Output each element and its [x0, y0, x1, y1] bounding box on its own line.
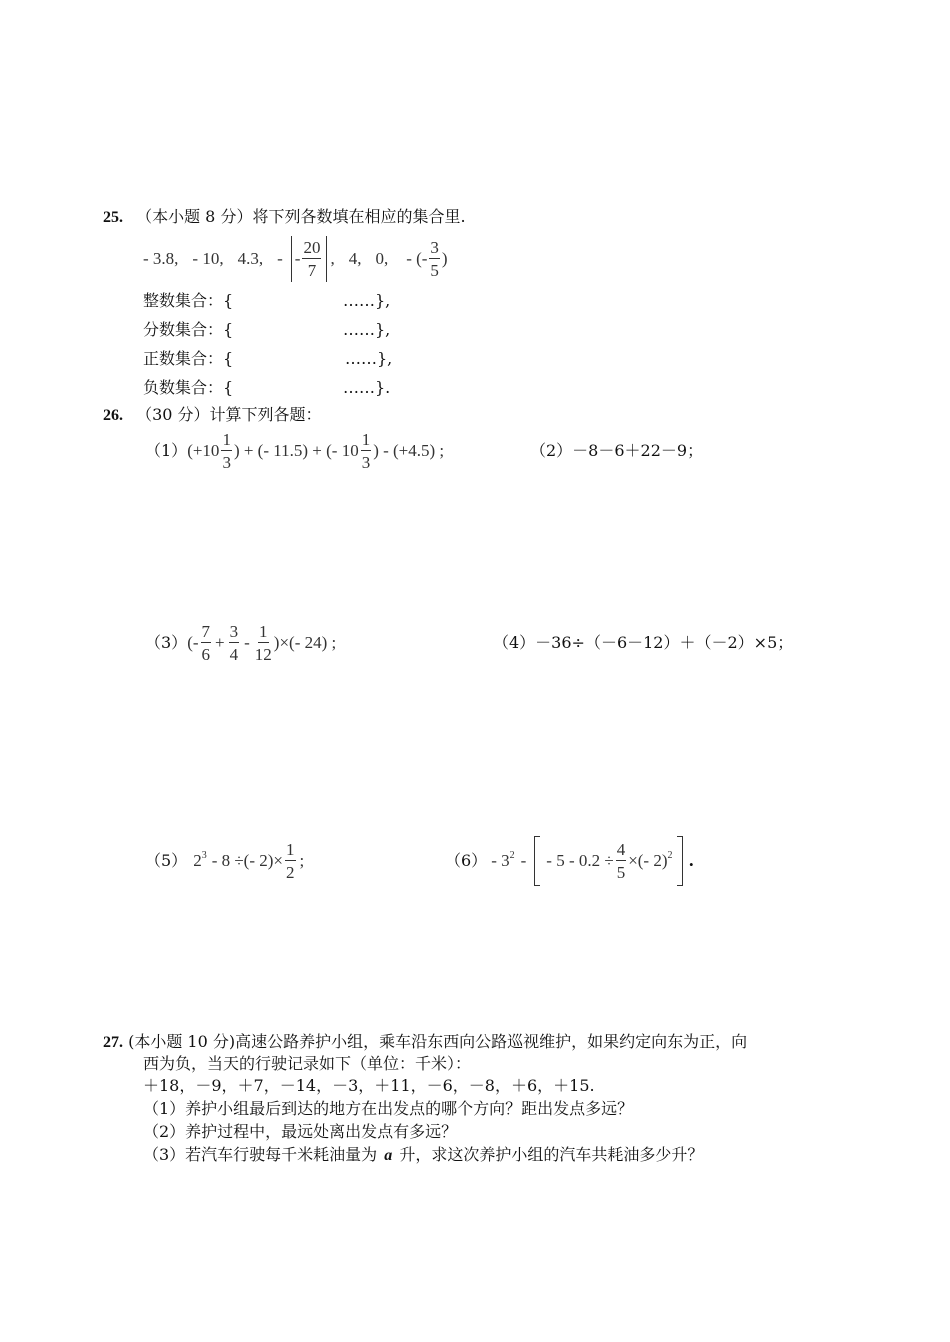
denominator: 3 [222, 453, 231, 472]
q27-sub-3-a: （3）若汽车行驶每千米耗油量为 [143, 1145, 378, 1164]
numerator: 7 [201, 622, 211, 641]
q25-item-d-suffix: , [330, 249, 335, 268]
q25-header [103, 206, 466, 229]
denominator: 2 [286, 863, 295, 882]
q25-d-denominator: 7 [307, 261, 317, 280]
q27-record: ＋18，－9，＋7，－14，－3，＋11，－6，－8，＋6，＋15. [143, 1076, 595, 1095]
q25-item-d-sign: - [294, 249, 301, 268]
p6-part-a: - 3 [491, 851, 510, 870]
p3-part-a: (- [187, 633, 199, 652]
p1-fraction-2 [361, 431, 372, 471]
p5-exponent: 3 [201, 849, 207, 861]
problem-label: （6） [445, 851, 488, 870]
set-negative [143, 377, 391, 399]
left-square-bracket [534, 836, 540, 886]
p3-op-1: + [215, 633, 225, 652]
q27-line-1: (本小题 10 分)高速公路养护小组，乘车沿东西向公路巡视维护，如果约定向东为正，向 [128, 1032, 748, 1051]
q25-item-c: 4.3, [237, 249, 264, 268]
set-end: ……}, [343, 320, 391, 339]
q25-item-g-prefix: - (- [406, 249, 428, 268]
q25-d-numerator: 20 [303, 238, 321, 257]
q26-problem-6 [445, 836, 694, 886]
set-integer [143, 290, 391, 312]
p6-part-b: - [520, 851, 527, 870]
q25-g-denominator: 5 [430, 261, 439, 280]
p5-fraction [285, 841, 296, 881]
set-label: 分数集合：{ [143, 320, 234, 339]
p5-part-a: - 8 ÷(- 2)× [211, 851, 283, 870]
p5-end: ; [299, 851, 305, 870]
q27-sub-1: （1）养护小组最后到达的地方在出发点的哪个方向？距出发点多远？ [143, 1099, 634, 1118]
problem-label: （1） [145, 441, 188, 460]
p1-part-c: ) - (+4.5) ; [373, 441, 445, 460]
q25-item-b: - 10, [192, 249, 224, 268]
q25-number: 25. [103, 209, 123, 226]
problem-label: （3） [145, 633, 188, 652]
p6-exponent-2: 2 [667, 849, 673, 861]
numerator: 1 [222, 430, 231, 449]
q26-problem-4: （4）－36÷（－6－12）＋（－2）×5； [493, 633, 794, 652]
q27-variable: a [384, 1147, 393, 1164]
q25-g-numerator: 3 [430, 238, 439, 257]
q26-prompt: （30 分）计算下列各题： [136, 405, 322, 424]
set-label: 整数集合：{ [143, 291, 234, 310]
q26-header [103, 404, 322, 427]
p3-fraction-3 [255, 623, 272, 663]
p6-end: . [688, 851, 695, 870]
q25-item-a: - 3.8, [143, 249, 179, 268]
numerator: 1 [286, 840, 295, 859]
p3-part-b: )×(- 24) ; [273, 633, 337, 652]
right-square-bracket [677, 836, 683, 886]
q27-sub-3 [143, 1144, 703, 1167]
p3-fraction-2 [229, 623, 240, 663]
q26-problem-2: （2）－8－6＋22－9； [530, 441, 704, 460]
q27-sub-3-b: 升，求这次养护小组的汽车共耗油多少升？ [399, 1145, 704, 1164]
set-end: ……}. [343, 378, 391, 397]
set-fraction [143, 319, 391, 341]
q25-number-list [143, 234, 448, 284]
denominator: 6 [201, 645, 211, 664]
p6-part-c: - 5 - 0.2 ÷ [546, 851, 614, 870]
numerator: 3 [229, 622, 239, 641]
numerator: 1 [259, 622, 268, 641]
set-label: 负数集合：{ [143, 378, 234, 397]
p6-exponent-1: 2 [509, 849, 515, 861]
p3-op-2: - [244, 633, 250, 652]
set-end: ……}, [343, 291, 391, 310]
q25-item-g-fraction [429, 239, 440, 279]
denominator: 5 [616, 863, 626, 882]
p6-fraction [616, 841, 627, 881]
denominator: 12 [254, 645, 272, 664]
q25-item-d-fraction [302, 239, 321, 279]
q25-item-f: 0, [375, 249, 389, 268]
p1-fraction-1 [221, 431, 232, 471]
q27-line-2: 西为负，当天的行驶记录如下（单位：千米）： [143, 1054, 472, 1073]
p6-part-d: ×(- 2) [628, 851, 668, 870]
q25-item-d-prefix: - [277, 249, 283, 268]
q25-item-e: 4, [348, 249, 362, 268]
abs-bar-right [326, 236, 327, 282]
denominator: 4 [229, 645, 239, 664]
numerator: 4 [616, 840, 626, 859]
problem-label: （5） [145, 851, 188, 870]
p1-part-b: ) + (- 11.5) + (- 10 [233, 441, 359, 460]
denominator: 3 [361, 453, 371, 472]
set-positive [143, 348, 393, 370]
q26-problem-5 [145, 838, 304, 884]
abs-bar-left [291, 236, 292, 282]
q26-problem-1 [145, 430, 444, 472]
p5-base: 2 [193, 851, 202, 870]
q25-item-g-suffix: ) [441, 249, 448, 268]
set-label: 正数集合：{ [143, 349, 234, 368]
q27-sub-2: （2）养护过程中，最远处离出发点有多远？ [143, 1122, 458, 1141]
p3-fraction-1 [201, 623, 212, 663]
p1-part-a: (+10 [187, 441, 220, 460]
q27-number: 27. [103, 1034, 123, 1051]
q25-prompt: （本小题 8 分）将下列各数填在相应的集合里. [136, 207, 466, 226]
q26-number: 26. [103, 407, 123, 424]
q27-header [103, 1031, 747, 1054]
set-end: ……}, [345, 349, 393, 368]
numerator: 1 [361, 430, 371, 449]
q26-problem-3 [145, 620, 336, 666]
